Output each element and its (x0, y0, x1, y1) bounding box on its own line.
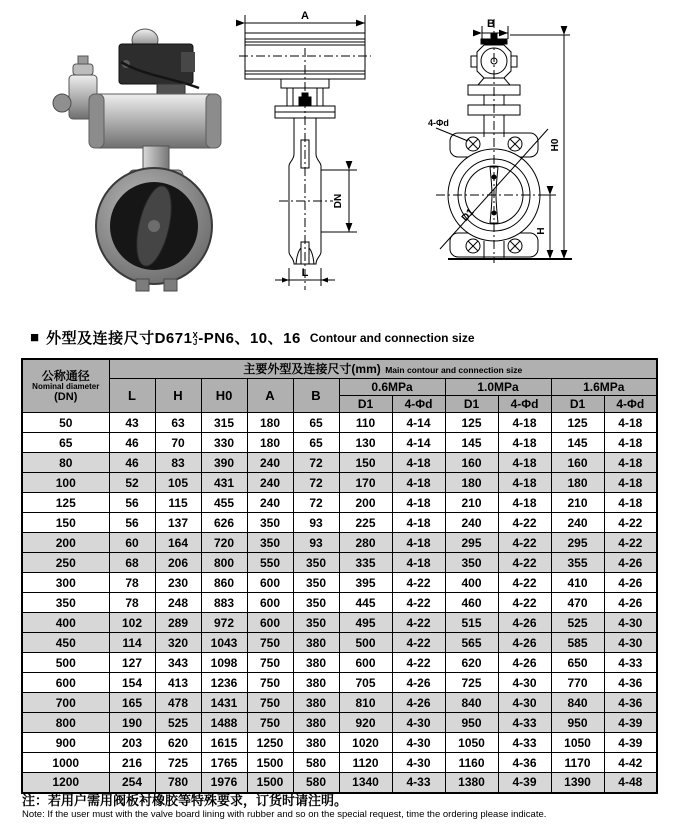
table-cell: 115 (155, 493, 201, 513)
table-cell: 180 (247, 413, 293, 433)
table-cell: 4-48 (604, 773, 657, 793)
col-header-b: B (293, 379, 339, 413)
table-cell: 4-18 (498, 413, 551, 433)
main-header-en: Main contour and connection size (385, 365, 523, 375)
table-cell: 240 (445, 513, 498, 533)
title-bullet: ■ (30, 329, 40, 346)
table-cell: 4-26 (498, 613, 551, 633)
table-cell: 350 (293, 553, 339, 573)
col-header-dn-cn: 公称通径 (41, 368, 90, 383)
table-row (22, 773, 657, 793)
table-cell: 1160 (445, 753, 498, 773)
table-cell: 60 (109, 533, 155, 553)
table-cell: 46 (109, 453, 155, 473)
table-cell: 4-22 (392, 653, 445, 673)
dim-label-dn: DN (333, 193, 344, 209)
table-cell: 4-26 (392, 693, 445, 713)
table-cell: 4-33 (604, 653, 657, 673)
table-cell: 1050 (445, 733, 498, 753)
table-cell: 780 (155, 773, 201, 793)
table-cell: 4-39 (604, 713, 657, 733)
table-cell: 4-33 (498, 713, 551, 733)
table-row (22, 733, 657, 753)
table-cell: 4-18 (604, 473, 657, 493)
table-cell: 52 (109, 473, 155, 493)
table-cell: 840 (551, 693, 604, 713)
table-cell: 4-22 (392, 573, 445, 593)
table-cell: 200 (22, 533, 109, 553)
table-cell: 4-26 (498, 633, 551, 653)
col-header-h: H (155, 379, 201, 413)
model-suffix-top: X (192, 331, 199, 340)
model-suffix-bottom: J (192, 338, 198, 347)
table-cell: 102 (109, 613, 155, 633)
title-cn-rest: -PN6、10、16 (198, 330, 301, 347)
table-cell: 550 (247, 553, 293, 573)
col-header-h0: H0 (201, 379, 247, 413)
table-row (22, 713, 657, 733)
dim-label-holes: 4-Φd (428, 118, 449, 128)
table-cell: 1050 (551, 733, 604, 753)
table-cell: 4-26 (604, 573, 657, 593)
table-cell: 1488 (201, 713, 247, 733)
table-cell: 525 (155, 713, 201, 733)
table-cell: 4-18 (604, 413, 657, 433)
table-cell: 4-33 (392, 773, 445, 793)
table-cell: 93 (293, 533, 339, 553)
table-cell: 110 (339, 413, 392, 433)
table-cell: 1098 (201, 653, 247, 673)
photo-actuator-cylinder (89, 84, 221, 148)
table-cell: 250 (22, 553, 109, 573)
table-cell: 1500 (247, 773, 293, 793)
valve-photo (33, 14, 228, 296)
table-cell: 254 (109, 773, 155, 793)
table-cell: 620 (155, 733, 201, 753)
table-cell: 1200 (22, 773, 109, 793)
col-header-dn-en: Nominal diameter (32, 381, 100, 391)
table-cell: 705 (339, 673, 392, 693)
table-cell: 750 (247, 633, 293, 653)
table-cell: 1170 (551, 753, 604, 773)
table-row (22, 473, 657, 493)
table-cell: 4-30 (498, 673, 551, 693)
table-cell: 4-22 (392, 633, 445, 653)
table-cell: 165 (109, 693, 155, 713)
table-cell: 4-14 (392, 433, 445, 453)
table-row (22, 633, 657, 653)
table-cell: 515 (445, 613, 498, 633)
table-row (22, 513, 657, 533)
table-cell: 160 (445, 453, 498, 473)
table-cell: 4-36 (604, 673, 657, 693)
table-cell: 840 (445, 693, 498, 713)
table-cell: 920 (339, 713, 392, 733)
table-cell: 1976 (201, 773, 247, 793)
table-cell: 450 (22, 633, 109, 653)
table-row (22, 553, 657, 573)
table-cell: 180 (551, 473, 604, 493)
table-cell: 4-18 (392, 513, 445, 533)
table-cell: 445 (339, 593, 392, 613)
table-cell: 580 (293, 753, 339, 773)
table-cell: 883 (201, 593, 247, 613)
table-cell: 4-18 (498, 493, 551, 513)
table-cell: 180 (247, 433, 293, 453)
table-cell: 800 (22, 713, 109, 733)
table-cell: 725 (445, 673, 498, 693)
table-cell: 478 (155, 693, 201, 713)
table-cell: 380 (293, 653, 339, 673)
table-cell: 43 (109, 413, 155, 433)
table-cell: 860 (201, 573, 247, 593)
table-cell: 600 (247, 573, 293, 593)
table-cell: 4-39 (498, 773, 551, 793)
table-cell: 585 (551, 633, 604, 653)
col-header-dn (22, 359, 109, 413)
table-cell: 1615 (201, 733, 247, 753)
table-row (22, 413, 657, 433)
table-cell: 125 (551, 413, 604, 433)
table-cell: 650 (551, 653, 604, 673)
table-cell: 170 (339, 473, 392, 493)
table-cell: 500 (22, 653, 109, 673)
table-cell: 100 (22, 473, 109, 493)
table-cell: 1390 (551, 773, 604, 793)
table-cell: 190 (109, 713, 155, 733)
table-cell: 4-26 (604, 593, 657, 613)
table-cell: 72 (293, 453, 339, 473)
table-cell: 210 (445, 493, 498, 513)
table-cell: 4-22 (604, 533, 657, 553)
table-cell: 80 (22, 453, 109, 473)
table-cell: 380 (293, 693, 339, 713)
table-cell: 1000 (22, 753, 109, 773)
table-cell: 620 (445, 653, 498, 673)
photo-limit-switch-box (119, 29, 199, 88)
dim-label-h0: H0 (550, 138, 561, 152)
col-header-pn10: 1.0MPa (445, 379, 551, 396)
col-header-d1-16: D1 (551, 396, 604, 413)
table-cell: 350 (293, 613, 339, 633)
table-cell: 4-30 (392, 753, 445, 773)
table-cell: 210 (551, 493, 604, 513)
table-cell: 225 (339, 513, 392, 533)
table-cell: 93 (293, 513, 339, 533)
table-row (22, 573, 657, 593)
table-cell: 950 (551, 713, 604, 733)
table-cell: 127 (109, 653, 155, 673)
table-cell: 390 (201, 453, 247, 473)
table-cell: 248 (155, 593, 201, 613)
table-cell: 355 (551, 553, 604, 573)
table-cell: 240 (551, 513, 604, 533)
table-cell: 810 (339, 693, 392, 713)
table-cell: 4-18 (604, 493, 657, 513)
table-cell: 380 (293, 633, 339, 653)
table-cell: 1380 (445, 773, 498, 793)
table-cell: 295 (551, 533, 604, 553)
table-cell: 750 (247, 653, 293, 673)
table-cell: 720 (201, 533, 247, 553)
table-cell: 4-42 (604, 753, 657, 773)
table-cell: 150 (339, 453, 392, 473)
spec-table-head (22, 359, 657, 413)
table-cell: 350 (247, 533, 293, 553)
table-cell: 295 (445, 533, 498, 553)
table-cell: 950 (445, 713, 498, 733)
front-view-drawing (420, 5, 645, 297)
section-title (30, 327, 475, 348)
table-cell: 4-18 (604, 433, 657, 453)
table-row (22, 673, 657, 693)
col-header-phid-16: 4-Φd (604, 396, 657, 413)
table-cell: 240 (247, 453, 293, 473)
table-cell: 4-18 (498, 453, 551, 473)
table-cell: 565 (445, 633, 498, 653)
table-row (22, 433, 657, 453)
table-cell: 1340 (339, 773, 392, 793)
table-cell: 4-36 (498, 753, 551, 773)
table-cell: 145 (551, 433, 604, 453)
table-cell: 350 (293, 573, 339, 593)
col-header-d1-10: D1 (445, 396, 498, 413)
table-cell: 216 (109, 753, 155, 773)
table-cell: 230 (155, 573, 201, 593)
table-cell: 160 (551, 453, 604, 473)
table-cell: 240 (247, 493, 293, 513)
table-row (22, 753, 657, 773)
table-cell: 1043 (201, 633, 247, 653)
footnote-en: Note: If the user must with the valve board lining with rubber and so on the special request, time the ordering please indicate. (22, 809, 547, 820)
table-cell: 72 (293, 473, 339, 493)
table-cell: 78 (109, 593, 155, 613)
table-cell: 68 (109, 553, 155, 573)
table-cell: 4-18 (392, 493, 445, 513)
table-cell: 203 (109, 733, 155, 753)
table-cell: 50 (22, 413, 109, 433)
table-cell: 626 (201, 513, 247, 533)
table-cell: 4-22 (392, 593, 445, 613)
table-cell: 335 (339, 553, 392, 573)
table-cell: 65 (293, 413, 339, 433)
side-view-drawing (235, 6, 400, 298)
table-cell: 125 (22, 493, 109, 513)
footnote (22, 793, 546, 820)
table-cell: 4-18 (392, 453, 445, 473)
table-row (22, 653, 657, 673)
table-cell: 431 (201, 473, 247, 493)
table-cell: 600 (247, 593, 293, 613)
col-header-pn16: 1.6MPa (551, 379, 657, 396)
main-header-cn: 主要外型及连接尺寸(mm) (243, 362, 381, 376)
table-cell: 770 (551, 673, 604, 693)
dim-label-b: B (487, 18, 495, 30)
table-cell: 65 (22, 433, 109, 453)
table-cell: 4-26 (392, 673, 445, 693)
table-cell: 137 (155, 513, 201, 533)
table-cell: 460 (445, 593, 498, 613)
table-cell: 72 (293, 493, 339, 513)
table-cell: 280 (339, 533, 392, 553)
table-cell: 240 (247, 473, 293, 493)
col-header-phid-06: 4-Φd (392, 396, 445, 413)
table-cell: 4-22 (604, 513, 657, 533)
table-cell: 320 (155, 633, 201, 653)
table-cell: 400 (445, 573, 498, 593)
table-cell: 800 (201, 553, 247, 573)
table-cell: 1236 (201, 673, 247, 693)
spec-table-body (22, 413, 657, 793)
table-cell: 150 (22, 513, 109, 533)
table-cell: 395 (339, 573, 392, 593)
table-row (22, 593, 657, 613)
table-cell: 4-14 (392, 413, 445, 433)
table-cell: 1120 (339, 753, 392, 773)
table-cell: 1250 (247, 733, 293, 753)
table-cell: 350 (293, 593, 339, 613)
col-header-l: L (109, 379, 155, 413)
table-cell: 4-33 (498, 733, 551, 753)
table-cell: 4-18 (392, 533, 445, 553)
title-cn-main: 外型及连接尺寸D671 (46, 330, 193, 347)
table-cell: 600 (22, 673, 109, 693)
col-header-dn-unit: (DN) (54, 390, 78, 403)
model-suffix (192, 332, 198, 346)
table-cell: 4-36 (604, 693, 657, 713)
table-cell: 300 (22, 573, 109, 593)
photo-valve-body (96, 146, 212, 291)
table-row (22, 453, 657, 473)
table-cell: 4-30 (604, 633, 657, 653)
table-cell: 725 (155, 753, 201, 773)
table-cell: 972 (201, 613, 247, 633)
table-cell: 1431 (201, 693, 247, 713)
table-cell: 900 (22, 733, 109, 753)
table-cell: 525 (551, 613, 604, 633)
table-cell: 500 (339, 633, 392, 653)
table-cell: 46 (109, 433, 155, 453)
table-cell: 410 (551, 573, 604, 593)
table-cell: 4-18 (498, 433, 551, 453)
table-cell: 4-18 (392, 473, 445, 493)
table-cell: 83 (155, 453, 201, 473)
table-cell: 700 (22, 693, 109, 713)
table-cell: 105 (155, 473, 201, 493)
table-cell: 380 (293, 673, 339, 693)
table-row (22, 613, 657, 633)
table-cell: 600 (339, 653, 392, 673)
table-cell: 130 (339, 433, 392, 453)
table-cell: 350 (445, 553, 498, 573)
table-cell: 65 (293, 433, 339, 453)
table-cell: 413 (155, 673, 201, 693)
col-header-a: A (247, 379, 293, 413)
footnote-cn: 注：若用户需用阀板衬橡胶等特殊要求，订货时请注明。 (22, 793, 348, 808)
table-row (22, 533, 657, 553)
dim-label-d1: D1 (459, 206, 477, 224)
table-cell: 4-18 (392, 553, 445, 573)
table-cell: 330 (201, 433, 247, 453)
dim-label-h: H (536, 227, 547, 235)
table-cell: 164 (155, 533, 201, 553)
table-cell: 56 (109, 493, 155, 513)
table-cell: 455 (201, 493, 247, 513)
table-cell: 1500 (247, 753, 293, 773)
title-text-cn (46, 327, 301, 348)
table-cell: 470 (551, 593, 604, 613)
table-cell: 63 (155, 413, 201, 433)
table-cell: 350 (22, 593, 109, 613)
table-cell: 4-18 (498, 473, 551, 493)
table-row (22, 693, 657, 713)
dim-label-a: A (301, 10, 309, 22)
spec-table (21, 358, 658, 794)
table-cell: 1765 (201, 753, 247, 773)
table-cell: 114 (109, 633, 155, 653)
table-cell: 750 (247, 673, 293, 693)
table-cell: 154 (109, 673, 155, 693)
table-cell: 180 (445, 473, 498, 493)
table-cell: 4-22 (498, 593, 551, 613)
table-cell: 145 (445, 433, 498, 453)
table-cell: 1020 (339, 733, 392, 753)
table-cell: 78 (109, 573, 155, 593)
table-cell: 750 (247, 713, 293, 733)
table-cell: 380 (293, 713, 339, 733)
table-cell: 4-22 (498, 513, 551, 533)
main-header (109, 359, 657, 379)
table-cell: 600 (247, 613, 293, 633)
table-cell: 380 (293, 733, 339, 753)
table-cell: 4-26 (604, 553, 657, 573)
table-cell: 4-22 (392, 613, 445, 633)
table-cell: 4-30 (392, 733, 445, 753)
col-header-pn06: 0.6MPa (339, 379, 445, 396)
table-cell: 750 (247, 693, 293, 713)
table-cell: 125 (445, 413, 498, 433)
table-cell: 4-22 (498, 533, 551, 553)
table-cell: 350 (247, 513, 293, 533)
table-cell: 56 (109, 513, 155, 533)
title-text-en: Contour and connection size (309, 330, 475, 345)
table-cell: 4-26 (498, 653, 551, 673)
table-cell: 495 (339, 613, 392, 633)
table-cell: 400 (22, 613, 109, 633)
table-cell: 343 (155, 653, 201, 673)
table-cell: 4-22 (498, 573, 551, 593)
dim-label-l: L (301, 267, 309, 279)
table-cell: 206 (155, 553, 201, 573)
table-row (22, 493, 657, 513)
table-cell: 4-30 (392, 713, 445, 733)
table-cell: 4-18 (604, 453, 657, 473)
col-header-d1-06: D1 (339, 396, 392, 413)
table-cell: 289 (155, 613, 201, 633)
col-header-phid-10: 4-Φd (498, 396, 551, 413)
table-cell: 4-22 (498, 553, 551, 573)
table-cell: 580 (293, 773, 339, 793)
table-cell: 4-30 (498, 693, 551, 713)
table-cell: 4-30 (604, 613, 657, 633)
table-cell: 70 (155, 433, 201, 453)
table-cell: 200 (339, 493, 392, 513)
table-cell: 4-39 (604, 733, 657, 753)
table-cell: 315 (201, 413, 247, 433)
